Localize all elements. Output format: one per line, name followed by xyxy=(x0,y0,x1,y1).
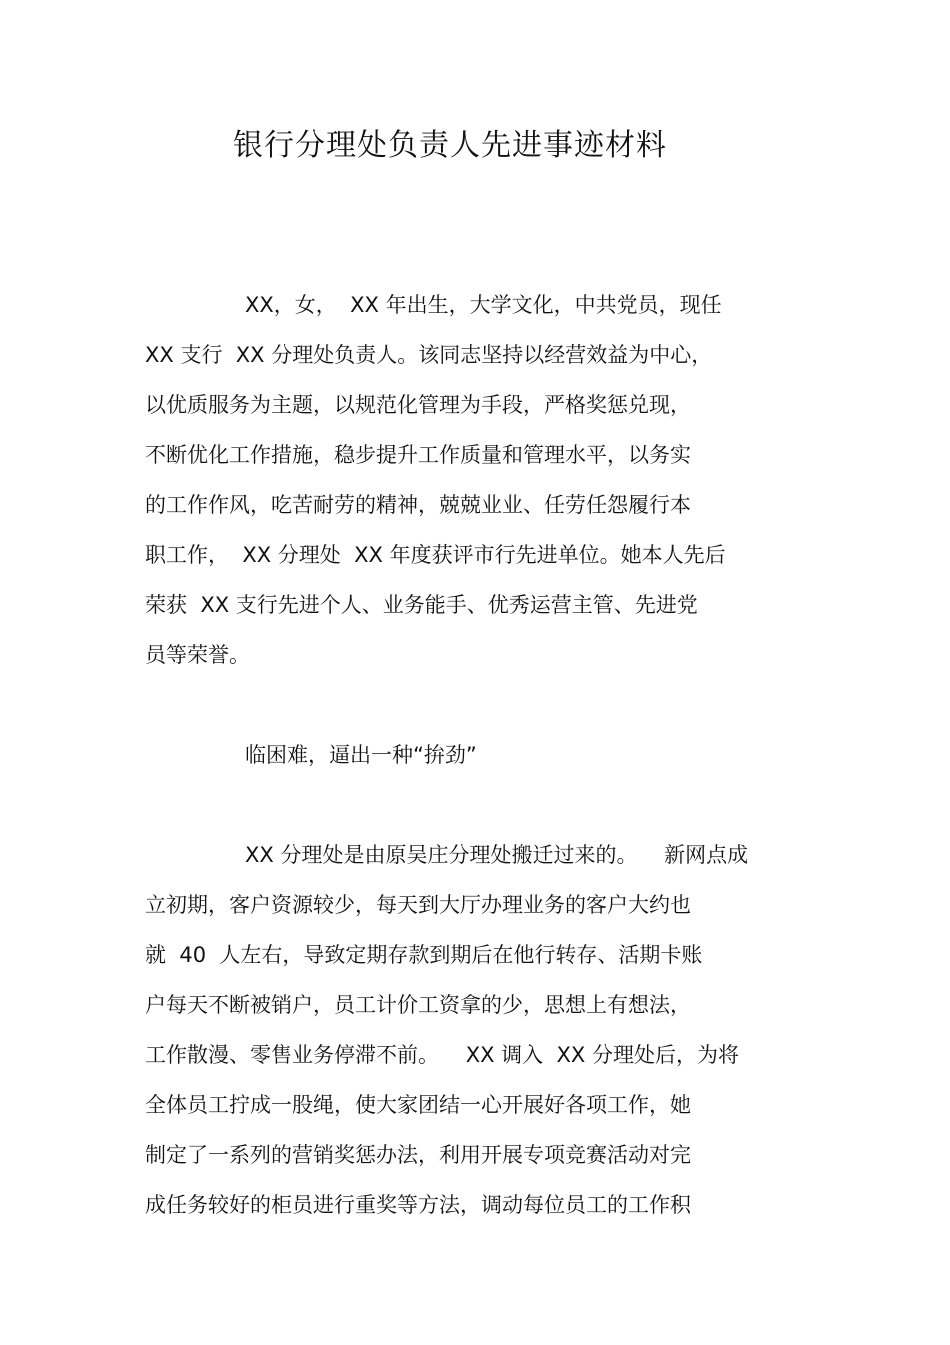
paragraph1-line: XX，女， XX 年出生，大学文化，中共党员，现任 xyxy=(245,293,722,317)
paragraph1-line: 不断优化工作措施，稳步提升工作质量和管理水平，以务实 xyxy=(145,443,691,467)
paragraph2-line: 工作散漫、零售业务停滞不前。 XX 调入 XX 分理处后，为将 xyxy=(145,1043,739,1067)
paragraph1-line: XX 支行 XX 分理处负责人。该同志坚持以经营效益为中心， xyxy=(145,343,713,367)
paragraph2-line: 户每天不断被销户，员工计价工资拿的少，思想上有想法， xyxy=(145,993,691,1017)
paragraph2-line: XX 分理处是由原吴庄分理处搬迁过来的。 新网点成 xyxy=(245,843,749,867)
paragraph2-line: 成任务较好的柜员进行重奖等方法，调动每位员工的工作积 xyxy=(145,1193,691,1217)
paragraph2-line: 制定了一系列的营销奖惩办法，利用开展专项竞赛活动对完 xyxy=(145,1143,691,1167)
paragraph1-line: 职工作， XX 分理处 XX 年度获评市行先进单位。她本人先后 xyxy=(145,543,726,567)
paragraph1-line: 的工作作风，吃苦耐劳的精神，兢兢业业、任劳任怨履行本 xyxy=(145,493,691,517)
paragraph1-line: 以优质服务为主题，以规范化管理为手段，严格奖惩兑现， xyxy=(145,393,691,417)
paragraph1-line: 员等荣誉。 xyxy=(145,643,250,667)
section-heading: 临困难，逼出一种“拚劲” xyxy=(245,743,477,767)
paragraph2-line: 就 40 人左右，导致定期存款到期后在他行转存、活期卡账 xyxy=(145,943,703,967)
paragraph2-line: 立初期，客户资源较少，每天到大厅办理业务的客户大约也 xyxy=(145,893,691,917)
paragraph1-line: 荣获 XX 支行先进个人、业务能手、优秀运营主管、先进党 xyxy=(145,593,698,617)
paragraph2-line: 全体员工拧成一股绳，使大家团结一心开展好各项工作，她 xyxy=(145,1093,691,1117)
document-title: 银行分理处负责人先进事迹材料 xyxy=(233,128,667,163)
